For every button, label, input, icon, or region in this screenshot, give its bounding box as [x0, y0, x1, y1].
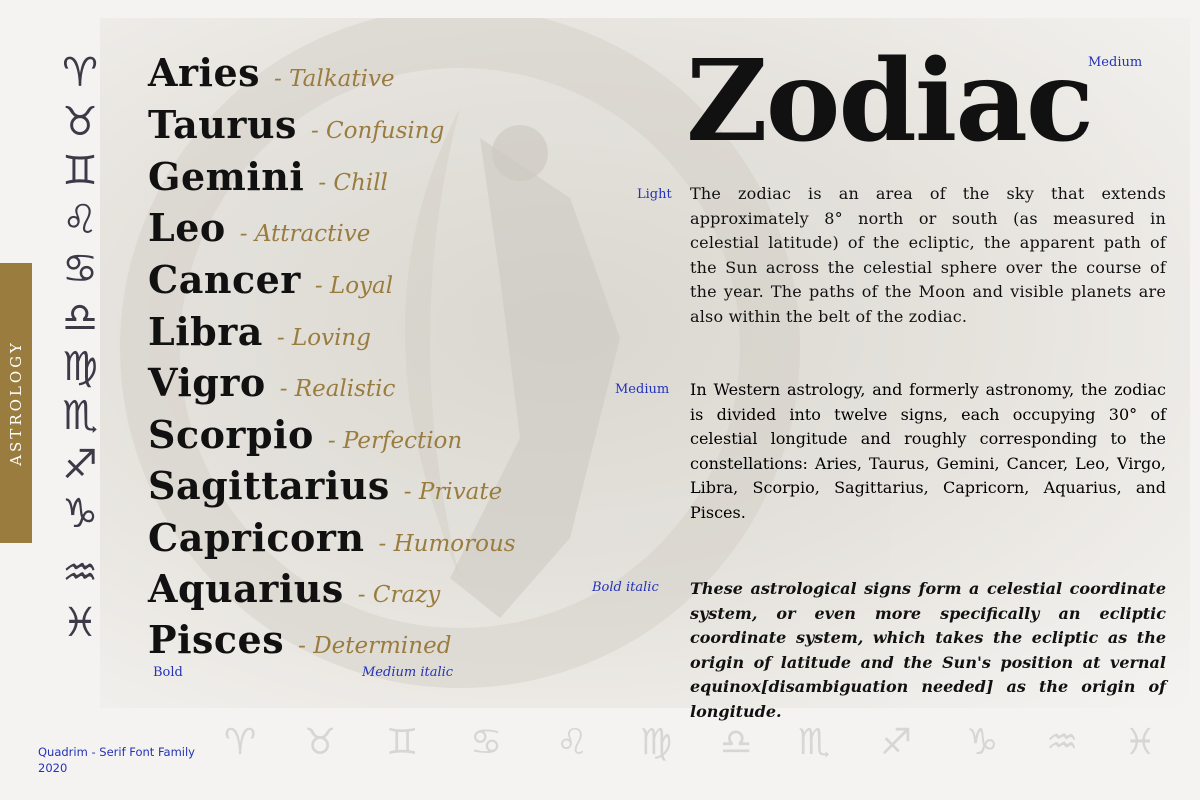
sign-row-vigro — [148, 360, 395, 412]
pisces-icon: ♓ — [62, 600, 98, 646]
sign-trait: - Private — [403, 479, 503, 505]
weight-label-bold: Bold — [153, 665, 183, 680]
sign-trait: - Crazy — [357, 582, 441, 608]
strip-capricorn-icon: ♑ — [966, 722, 999, 763]
sign-trait: - Attractive — [239, 221, 371, 247]
page-title: Zodiac — [686, 36, 1093, 167]
scorpio-icon: ♏ — [62, 393, 98, 439]
strip-virgo-icon: ♍ — [640, 722, 673, 763]
capricorn-icon: ♑ — [62, 491, 98, 537]
sign-trait: - Loyal — [314, 273, 394, 299]
sign-trait: - Perfection — [327, 428, 463, 454]
sign-trait: - Humorous — [378, 531, 516, 557]
strip-sagittarius-icon: ♐ — [880, 722, 913, 763]
zodiac-icon-strip — [220, 722, 1200, 782]
paragraph-medium: In Western astrology, and formerly astronomy, the zodiac is divided into twelve signs, each occupying 30° of celestial longitude and roughly corresponding to the constellations: Aries, Taurus, Gemini, Cancer, Leo, Virgo, Libra, Scorpio, Sagittarius, Capricorn, Aquarius, and Pisces. — [690, 380, 1166, 522]
weight-label-title: Medium — [1088, 55, 1143, 70]
side-tab — [0, 263, 32, 543]
sign-trait: - Talkative — [274, 66, 395, 92]
sign-row-gemini — [148, 154, 388, 206]
sign-name: Libra — [148, 309, 263, 354]
sign-row-scorpio — [148, 412, 462, 464]
virgo-icon: ♍ — [62, 344, 98, 390]
sign-name: Scorpio — [148, 412, 314, 457]
aries-icon: ♈ — [62, 50, 98, 96]
sign-row-aquarius — [148, 566, 440, 618]
sagittarius-icon: ♐ — [62, 442, 98, 488]
sign-name: Aries — [148, 50, 261, 95]
libra-icon: ♎ — [62, 295, 98, 341]
strip-libra-icon: ♎ — [720, 722, 753, 763]
sign-trait: - Chill — [318, 170, 388, 196]
sign-row-pisces — [148, 617, 451, 669]
sign-trait: - Loving — [276, 325, 371, 351]
strip-cancer-icon: ♋ — [470, 722, 503, 763]
sign-row-capricorn — [148, 515, 516, 567]
strip-gemini-icon: ♊ — [386, 722, 419, 763]
sign-name: Aquarius — [148, 566, 344, 611]
strip-taurus-icon: ♉ — [304, 722, 337, 763]
sign-name: Leo — [148, 205, 226, 250]
footer — [38, 744, 195, 776]
sign-name: Vigro — [148, 360, 266, 405]
sign-name: Capricorn — [148, 515, 365, 560]
sign-name: Pisces — [148, 617, 285, 662]
cancer-icon: ♋ — [62, 246, 98, 292]
sign-row-taurus — [148, 102, 444, 154]
footer-font-name: Quadrim - Serif Font Family — [38, 745, 195, 759]
strip-aquarius-icon: ♒ — [1046, 722, 1079, 763]
sign-name: Taurus — [148, 102, 297, 147]
sign-trait: - Confusing — [310, 118, 445, 144]
taurus-icon: ♉ — [62, 99, 98, 145]
strip-aries-icon: ♈ — [224, 722, 257, 763]
strip-leo-icon: ♌ — [556, 722, 589, 763]
paragraph-bold-italic: These astrological signs form a celestial coordinate system, or even more specifically an ecliptic coordinate system, which takes the ecliptic as the origin of latitude and the Sun's position at vernal equinox[disambiguation needed] as the origin of longitude. — [690, 579, 1166, 721]
sign-row-aries — [148, 50, 395, 102]
side-tab-label: ASTROLOGY — [7, 340, 25, 466]
sign-name: Cancer — [148, 257, 301, 302]
weight-label-light: Light — [637, 187, 672, 202]
sign-name: Gemini — [148, 154, 305, 199]
sign-row-cancer — [148, 257, 393, 309]
sign-row-libra — [148, 309, 371, 361]
strip-pisces-icon: ♓ — [1124, 722, 1157, 763]
footer-year: 2020 — [38, 761, 68, 775]
sign-name: Sagittarius — [148, 463, 390, 508]
sign-trait: - Realistic — [279, 376, 396, 402]
gemini-icon: ♊ — [62, 148, 98, 194]
sign-row-sagittarius — [148, 463, 502, 515]
sign-trait: - Determined — [298, 633, 452, 659]
strip-scorpio-icon: ♏ — [798, 722, 831, 763]
weight-label-medium: Medium — [615, 382, 670, 397]
paragraph-light: The zodiac is an area of the sky that extends approximately 8° north or south (as measured in celestial latitude) of the ecliptic, the apparent path of the Sun across the celestial sphere over the course of the year. The paths of the Moon and visible planets are also within the belt of the zodiac. — [690, 184, 1166, 326]
aquarius-icon: ♒ — [62, 550, 98, 596]
weight-label-medium-italic: Medium italic — [362, 665, 454, 680]
weight-label-bold-italic: Bold italic — [592, 580, 659, 595]
sign-row-leo — [148, 205, 370, 257]
leo-icon: ♌ — [62, 197, 98, 243]
